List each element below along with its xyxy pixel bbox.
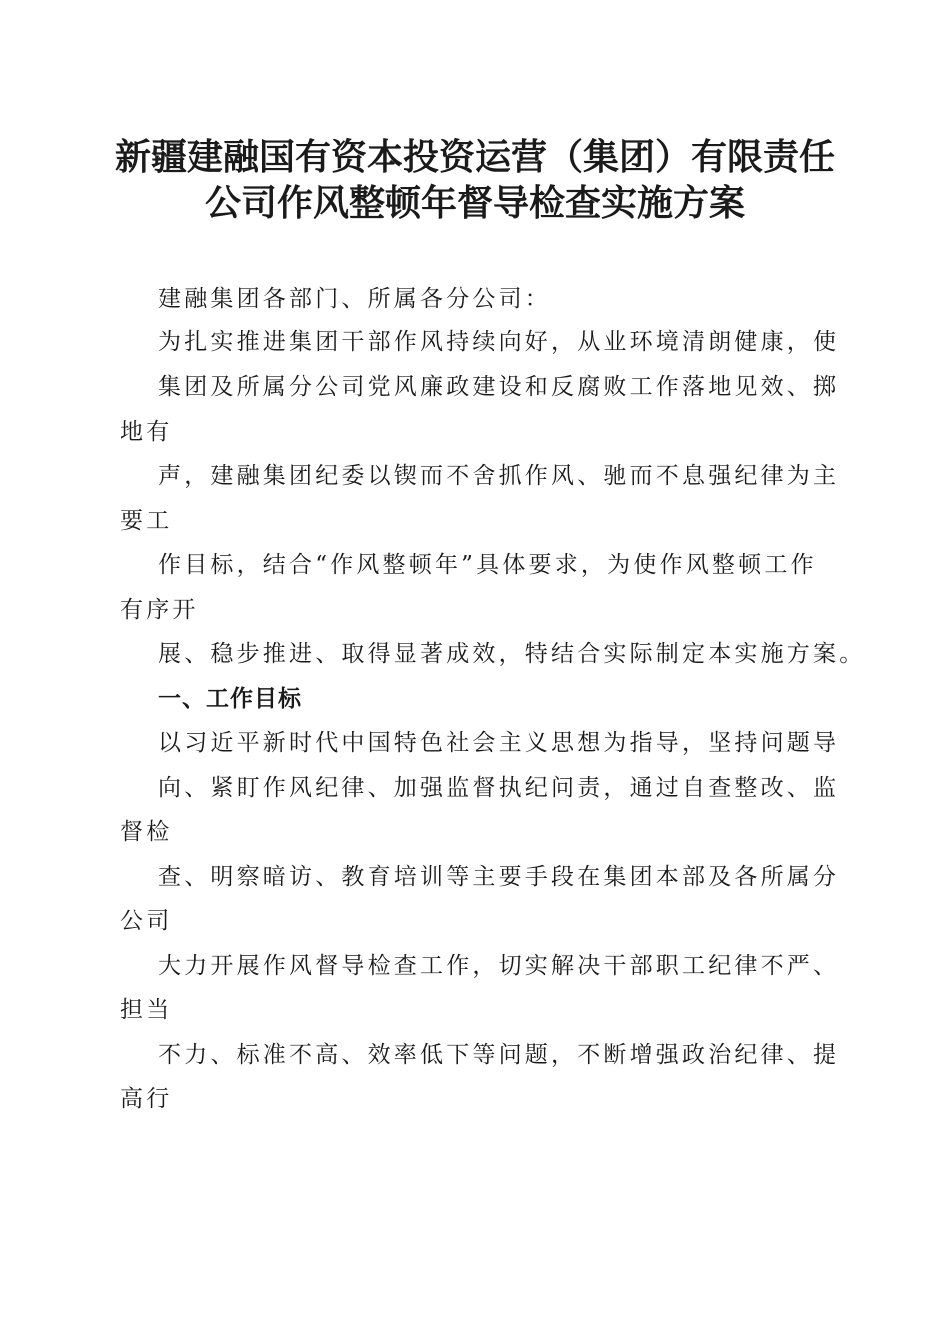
paragraph-line: 地有	[120, 419, 173, 445]
paragraph-line: 为扎实推进集团干部作风持续向好，从业环境清朗健康，使	[158, 329, 840, 355]
paragraph-line: 作目标，结合“作风整顿年”具体要求，为使作风整顿工作	[158, 552, 817, 578]
salutation: 建融集团各部门、所属各分公司：	[158, 286, 551, 312]
document-title-line-1: 新疆建融国有资本投资运营（集团）有限责任	[114, 137, 835, 178]
paragraph-line: 以习近平新时代中国特色社会主义思想为指导，坚持问题导	[158, 730, 840, 756]
paragraph-line: 要工	[120, 508, 173, 534]
paragraph-line: 督检	[120, 819, 173, 845]
paragraph-line: 展、稳步推进、取得显著成效，特结合实际制定本实施方案。	[158, 641, 866, 667]
paragraph-line: 集团及所属分公司党风廉政建设和反腐败工作落地见效、掷	[158, 374, 840, 400]
paragraph-line: 有序开	[120, 597, 199, 623]
document-title-line-2: 公司作风整顿年督导检查实施方案	[204, 183, 745, 224]
paragraph-line: 不力、标准不高、效率低下等问题，不断增强政治纪律、提	[158, 1042, 840, 1068]
paragraph-line: 担当	[120, 997, 173, 1023]
paragraph-line: 大力开展作风督导检查工作，切实解决干部职工纪律不严、	[158, 953, 840, 979]
paragraph-line: 公司	[120, 908, 173, 934]
paragraph-line: 查、明察暗访、教育培训等主要手段在集团本部及各所属分	[158, 864, 840, 890]
paragraph-line: 高行	[120, 1086, 173, 1112]
paragraph-line: 声，建融集团纪委以锲而不舍抓作风、驰而不息强纪律为主	[158, 463, 840, 489]
paragraph-line: 向、紧盯作风纪律、加强监督执纪问责，通过自查整改、监	[158, 775, 840, 801]
section-heading: 一、工作目标	[158, 686, 302, 712]
